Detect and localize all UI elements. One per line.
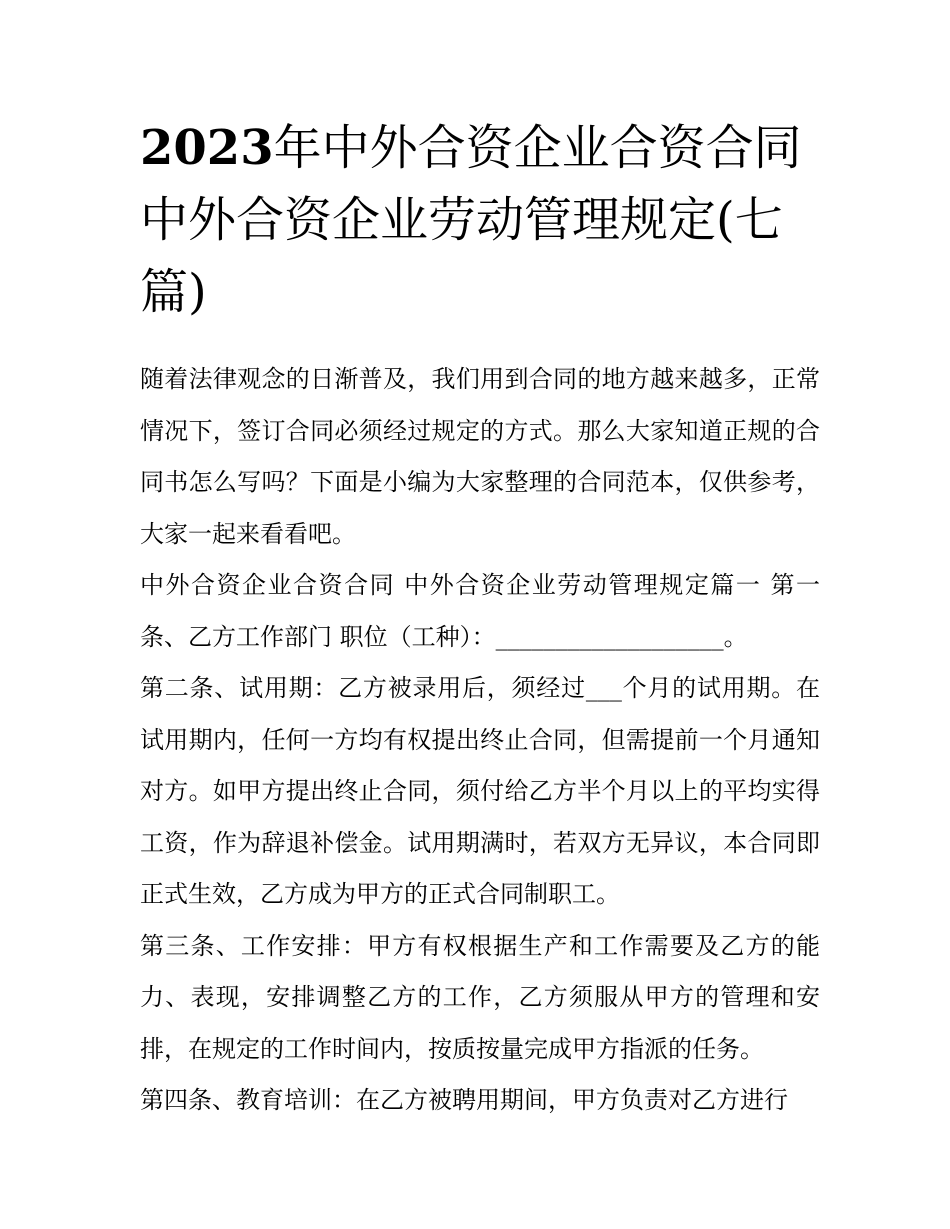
document-body: [140, 354, 820, 1127]
article-2-paragraph: 第二条、试用期：乙方被录用后，须经过___个月的试用期。在试用期内，任何一方均有权提出终止合同，但需提前一个月通知对方。如甲方提出终止合同，须付给乙方半个月以上的平均实得工资，作为辞退补偿金。试用期满时，若双方无异议，本合同即正式生效，乙方成为甲方的正式合同制职工。: [140, 674, 820, 908]
article-1-paragraph: 中外合资企业合资合同 中外合资企业劳动管理规定篇一 第一条、乙方工作部门 职位（工种）：___________________。: [140, 571, 820, 651]
document-title: [140, 112, 830, 328]
title-text: 年中外合资企业合资合同中外合资企业劳动管理规定(七篇): [140, 120, 802, 320]
title-year: 2023: [140, 120, 274, 176]
article-3-paragraph: 第三条、工作安排：甲方有权根据生产和工作需要及乙方的能力、表现，安排调整乙方的工作，乙方须服从甲方的管理和安排，在规定的工作时间内，按质按量完成甲方指派的任务。: [140, 931, 820, 1063]
article-4-paragraph: 第四条、教育培训：在乙方被聘用期间，甲方负责对乙方进行: [140, 1086, 788, 1114]
intro-paragraph: 随着法律观念的日渐普及，我们用到合同的地方越来越多，正常情况下，签订合同必须经过规定的方式。那么大家知道正规的合同书怎么写吗？下面是小编为大家整理的合同范本，仅供参考，大家一起来看看吧。: [140, 365, 820, 548]
